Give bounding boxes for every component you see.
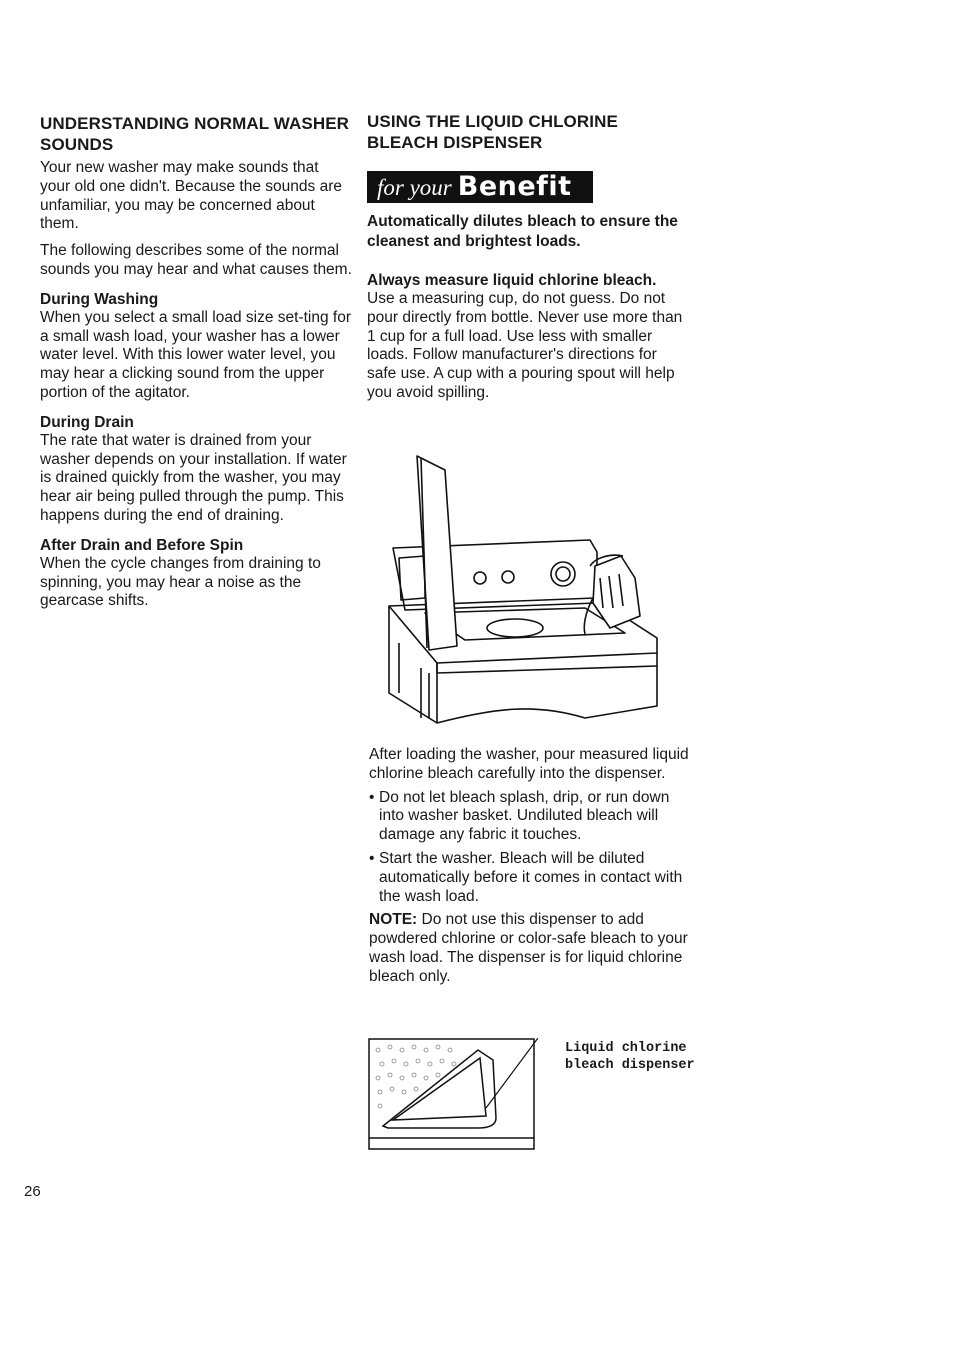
callout-line-1: Liquid chlorine <box>565 1041 687 1056</box>
after-loading-section <box>369 746 689 987</box>
section-title-during-washing: During Washing <box>40 290 159 308</box>
dispenser-callout-label <box>565 1040 695 1074</box>
measure-heading: Always measure liquid chlorine bleach. <box>367 272 657 289</box>
note-text: Do not use this dispenser to add powdered chlorine or color-safe bleach to your wash load. The dispenser is for liquid chlorine bleach only. <box>369 911 688 985</box>
banner-bold-text: Benefit <box>457 171 572 202</box>
intro-paragraph-2: The following describes some of the normal sounds you may hear and what causes them. <box>40 242 352 278</box>
note-label: NOTE: <box>369 911 418 929</box>
bullet-marker: • <box>369 849 375 867</box>
banner-italic-text: for your <box>377 175 452 200</box>
intro-paragraph-1: Your new washer may make sounds that your old one didn't. Because the sounds are unfamiliar, you may be concerned about them. <box>40 159 342 233</box>
section-body-during-washing: When you select a small load size set-ting for a small wash load, your washer has a lower water level. With this lower water level, you may hear a clicking sound from the upper portion of the agitator. <box>40 308 351 401</box>
page-number: 26 <box>24 1183 41 1200</box>
washer-sounds-heading: UNDERSTANDING NORMAL WASHER SOUNDS <box>40 114 350 154</box>
bullet-text: Do not let bleach splash, drip, or run down into washer basket. Undiluted bleach will damage any fabric it touches. <box>379 788 670 844</box>
section-body-during-drain: The rate that water is drained from your washer depends on your installation. If water is drained quickly from the washer, you may hear air being pulled through the pump. This happens during the end of draining. <box>40 431 347 524</box>
bullet-item <box>369 789 689 845</box>
measure-body: Use a measuring cup, do not guess. Do not pour directly from bottle. Never use more than 1 cup for a full load. Use less with smaller loads. Follow manufacturer's directions for safe use. A cup with a pouring spout will help you avoid spilling. <box>367 290 683 401</box>
bullet-text: Start the washer. Bleach will be diluted automatically before it comes in contact with the wash load. <box>379 849 683 905</box>
bleach-dispenser-column <box>367 111 687 403</box>
after-loading-paragraph: After loading the washer, pour measured liquid chlorine bleach carefully into the dispenser. <box>369 746 689 782</box>
bullet-item <box>369 850 689 906</box>
bleach-dispenser-heading: USING THE LIQUID CHLORINE BLEACH DISPENSER <box>367 112 618 152</box>
section-body-after-drain: When the cycle changes from draining to spinning, you may hear a noise as the gearcase shifts. <box>40 554 321 610</box>
callout-line-2: bleach dispenser <box>565 1058 695 1073</box>
section-title-after-drain: After Drain and Before Spin <box>40 536 244 554</box>
note-paragraph <box>369 911 689 986</box>
section-title-during-drain: During Drain <box>40 413 134 431</box>
washer-sounds-column <box>40 113 352 611</box>
dispenser-closeup-illustration <box>368 1038 538 1152</box>
washer-pouring-illustration <box>385 448 665 733</box>
bullet-marker: • <box>369 788 375 806</box>
benefit-description: Automatically dilutes bleach to ensure the cleanest and brightest loads. <box>367 213 678 250</box>
for-your-benefit-banner <box>367 171 593 203</box>
